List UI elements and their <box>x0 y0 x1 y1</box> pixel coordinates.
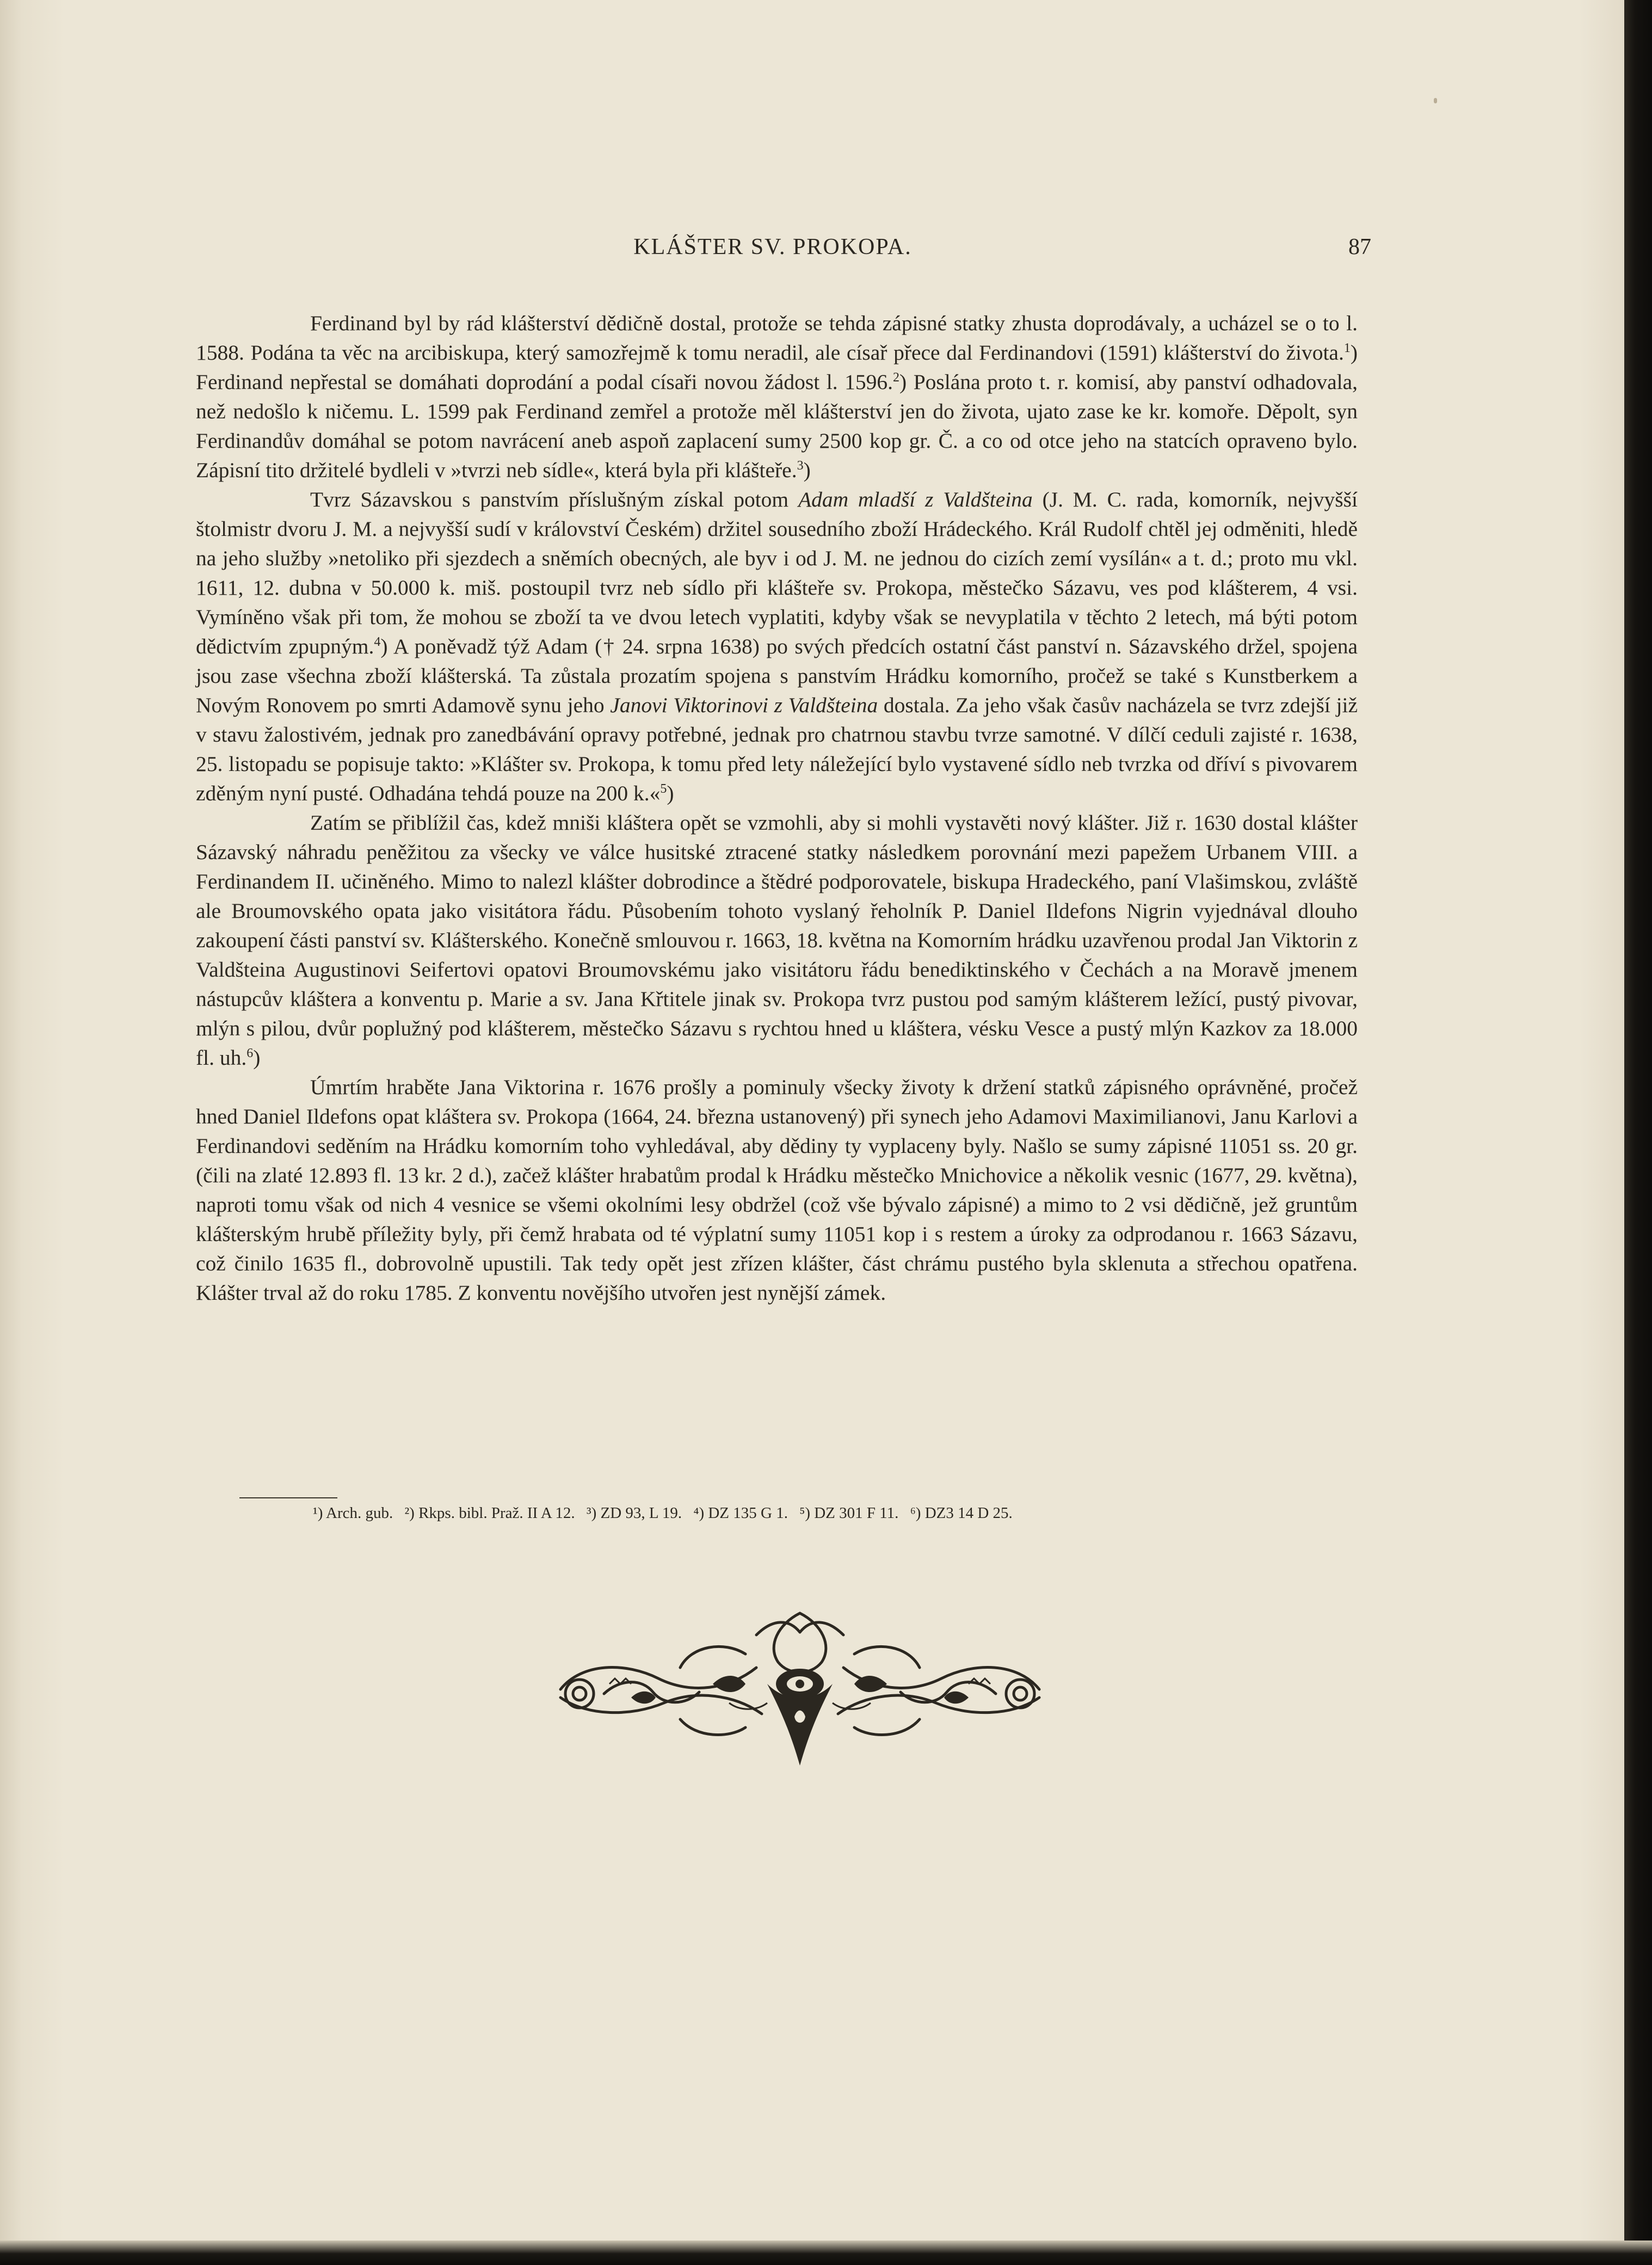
ornament-vignette <box>550 1602 1050 1776</box>
paper-speck <box>1434 98 1437 103</box>
footnote-5: ⁵) DZ 301 F 11. <box>799 1504 899 1522</box>
paragraph-2 <box>196 485 1358 808</box>
text-run: ) A poněvadž týž Adam († 24. srpna 1638) po svých předcích ostatní část panství n. Sázavského držel, spojena jsou zase všechna zboží klášterská. Ta zůstala prozatím spojena s panstvím Hrádku komorního, pročež se také s Kunstberkem a Novým Ronovem po smrti Adamově synu jeho <box>196 634 1358 717</box>
text-run: ) <box>667 781 674 805</box>
footnote-6: ⁶) DZ3 14 D 25. <box>910 1504 1013 1522</box>
footnote-ref: 4 <box>374 634 381 649</box>
footnote-1: ¹) Arch. gub. <box>313 1504 393 1522</box>
text-run: ) Poslána proto t. r. komisí, aby panství odhadovala, než nedošlo k ničemu. L. 1599 pak Ferdinand zemřel a protože měl klášterství jen do života, ujato zase ke kr. komoře. Děpolt, syn Ferdinandův domáhal se potom navrácení aneb aspoň zaplacení sumy 2500 kop gr. Č. a co od otce jeho na statcích opraveno bylo. Zápisní tito držitelé bydleli v »tvrzi neb sídle«, která byla při klášteře. <box>196 370 1358 482</box>
scan-edge-right <box>1624 0 1652 2265</box>
paragraph-4 <box>196 1072 1358 1307</box>
body-text <box>196 308 1358 1307</box>
page-number: 87 <box>1348 234 1371 260</box>
text-run: ) Ferdinand nepřestal se domáhati doprodání a podal císaři novou žádost l. 1596. <box>196 341 1358 394</box>
scan-edge-bottom <box>0 2241 1652 2265</box>
italic-name: Janovi Viktorinovi z Valdšteina <box>610 693 878 717</box>
text-run: ) <box>803 458 811 482</box>
text-run: Ferdinand byl by rád klášterství dědičně dostal, protože se tehda zápisné statky zhusta doprodávaly, a ucházel se o to l. 1588. Podána ta věc na arcibiskupa, který samozřejmě k tomu neradil, ale císař přece dal Ferdinandovi (1591) klášterství do života. <box>196 311 1358 365</box>
text-run: dostala. Za jeho však časův nacházela se tvrz zdejší již v stavu žalostivém, jednak pro zanedbávání opravy potřebné, jednak pro chatrnou stavbu tvrze samotné. V dílčí ceduli zajisté r. 1638, 25. listopadu se popisuje takto: »Klášter sv. Prokopa, k tomu před lety náležející bylo vystavené sídlo neb tvrzka od dříví s pivovarem zděným nyní pusté. Odhadána tehdá pouze na 200 k.« <box>196 693 1358 805</box>
footnote-ref: 6 <box>246 1046 254 1060</box>
footnote-ref: 2 <box>893 370 900 385</box>
text-run: Úmrtím hraběte Jana Viktorina r. 1676 prošly a pominuly všecky životy k držení statků zápisného oprávněné, pročež hned Daniel Ildefons opat kláštera sv. Prokopa (1664, 24. března ustanovený) při synech jeho Adamovi Maximilianovi, Janu Karlovi a Ferdinandovi seděním na Hrádku komorním toho vyhledával, aby dědiny ty vyplaceny byly. Našlo se sumy zápisné 11051 ss. 20 gr. (čili na zlaté 12.893 fl. 13 kr. 2 d.), začež klášter hrabatům prodal k Hrádku městečko Mnichovice a několik vesnic (1677, 29. května), naproti tomu však od nich 4 vesnice se všemi okolními lesy obdržel (což vše bývalo zápisné) a mimo to 2 vsi dědičně, jež gruntům klášterským hrubě příležity byly, při čemž hrabata od té výplatní sumy 11051 kop i s restem a úroky za odprodanou r. 1663 Sázavu, což činilo 1635 fl., dobrovolně upustili. Tak tedy opět jest zřízen klášter, část chrámu pustého byla sklenuta a střechou opatřena. Klášter trval až do roku 1785. Z konventu novějšího utvořen jest nynější zámek. <box>196 1075 1358 1305</box>
text-run: Zatím se přiblížil čas, kdež mniši kláštera opět se vzmohli, aby si mohli vystavěti nový klášter. Již r. 1630 dostal klášter Sázavský náhradu peněžitou za všecky ve válce husitské ztracené statky následkem porovnání mezi papežem Urbanem VIII. a Ferdinandem II. učiněného. Mimo to nalezl klášter dobrodince a štědré podporovatele, biskupa Hradeckého, paní Vlašimskou, zvláště ale Broumovského opata jako visitátora řádu. Působením tohoto vyslaný řeholník P. Daniel Ildefons Nigrin vyjednával dlouho zakoupení části panství sv. Klášterského. Konečně smlouvou r. 1663, 18. května na Komorním hrádku uzavřenou prodal Jan Viktorin z Valdšteina Augustinovi Seifertovi opatovi Broumovskému jako visitátoru řádu benediktinského v Čechách a na Moravě jmenem nástupcův kláštera a konventu p. Marie a sv. Jana Křtitele jinak sv. Prokopa tvrz pustou pod samým klášterem ležící, pustý pivovar, mlýn s pilou, dvůr poplužný pod klášterem, městečko Sázavu s rychtou hned u kláštera, vésku Vesce a pustý mlýn Kazkov za 18.000 fl. uh. <box>196 811 1358 1070</box>
footnote-ref: 1 <box>1343 341 1351 355</box>
paragraph-3 <box>196 808 1358 1072</box>
footnote-2: ²) Rkps. bibl. Praž. II A 12. <box>404 1504 575 1522</box>
text-run: ) <box>253 1046 261 1070</box>
footnote-3: ³) ZD 93, L 19. <box>586 1504 682 1522</box>
footnote-ref: 5 <box>660 781 667 796</box>
footnotes <box>313 1504 1374 1522</box>
footnote-4: ⁴) DZ 135 G 1. <box>693 1504 788 1522</box>
text-run: Tvrz Sázavskou s panstvím příslušným získal potom <box>310 487 798 511</box>
text-run: (J. M. C. rada, komorník, nejvyšší štolmistr dvoru J. M. a nejvyšší sudí v království Českém) držitel sousedního zboží Hrádeckého. Král Rudolf chtěl jej odměniti, hledě na jeho služby »netoliko při sjezdech a sněmích obecných, ale byv i od J. M. ne jednou do cizích zemí vysílán« a t. d.; proto mu vkl. 1611, 12. dubna v 50.000 k. miš. postoupil tvrz neb sídlo při klášteře sv. Prokopa, městečko Sázavu, ves pod klášterem, 4 vsi. Vymíněno však při tom, že mohou se zboží ta ve dvou letech vyplatiti, kdyby však se nevyplatila v těchto 2 letech, má býti potom dědictvím zpupným. <box>196 487 1358 658</box>
footnote-ref: 3 <box>797 458 804 473</box>
italic-name: Adam mladší z Valdšteina <box>798 487 1033 511</box>
running-head: KLÁŠTER SV. PROKOPA. <box>633 234 912 260</box>
footnote-rule <box>239 1497 337 1498</box>
paragraph-1 <box>196 308 1358 485</box>
